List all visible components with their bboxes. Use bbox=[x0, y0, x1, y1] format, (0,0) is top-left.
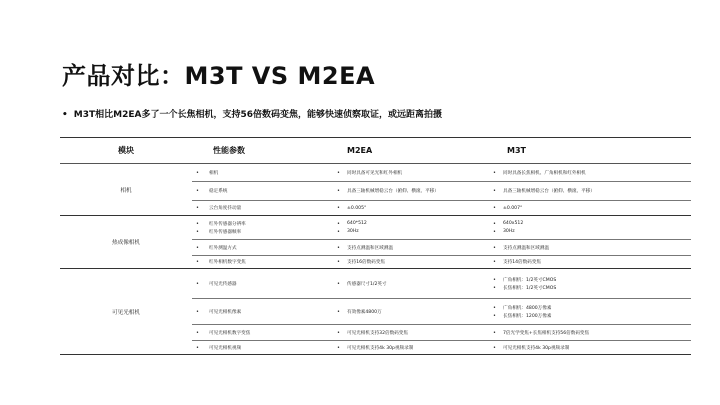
cell-line bbox=[337, 188, 491, 194]
cell-text: 支持14倍数码变焦 bbox=[503, 260, 542, 265]
cell-text: 长焦相机：1200万像素 bbox=[503, 313, 552, 319]
bullet-icon: • bbox=[337, 228, 340, 235]
cell-text: 红外传感器分辨率 bbox=[209, 221, 246, 227]
bullet-icon: • bbox=[493, 284, 496, 291]
module-cell: 可见光相机 bbox=[60, 269, 192, 355]
cell-text: 稳定系统 bbox=[209, 189, 228, 194]
cell-text: 支持16倍数码变焦 bbox=[347, 260, 386, 265]
cell-line bbox=[493, 170, 691, 176]
cell-text: 可见光相机视频 bbox=[209, 345, 242, 351]
cell-text: 可见光传感器 bbox=[209, 281, 237, 287]
bullet-icon: • bbox=[493, 205, 496, 211]
cell-line bbox=[493, 277, 691, 283]
bullet-icon: • bbox=[196, 205, 199, 211]
m2ea-cell bbox=[333, 256, 491, 269]
cell-line bbox=[337, 309, 491, 315]
bullet-icon: • bbox=[493, 169, 496, 176]
cell-line bbox=[196, 170, 333, 176]
bullet-icon: • bbox=[493, 228, 496, 235]
m3t-cell bbox=[491, 325, 691, 341]
m3t-cell bbox=[491, 269, 691, 299]
cell-line bbox=[493, 285, 691, 291]
bullet-icon: • bbox=[337, 259, 340, 265]
cell-line bbox=[337, 281, 491, 287]
param-cell bbox=[192, 182, 333, 201]
m2ea-cell bbox=[333, 341, 491, 355]
param-cell bbox=[192, 299, 333, 325]
bullet-icon: • bbox=[196, 244, 199, 251]
cell-text: 支持点测温和区域测温 bbox=[347, 245, 393, 251]
cell-text: 30Hz bbox=[503, 229, 515, 234]
bullet-icon: • bbox=[196, 280, 199, 287]
cell-line bbox=[196, 205, 333, 211]
bullet-icon: • bbox=[337, 188, 340, 194]
table-body bbox=[60, 164, 691, 355]
m2ea-cell bbox=[333, 299, 491, 325]
bullet-icon: • bbox=[493, 259, 496, 265]
m3t-cell bbox=[491, 164, 691, 182]
bullet-icon: • bbox=[196, 228, 199, 235]
cell-line bbox=[196, 259, 333, 265]
bullet-icon: • bbox=[196, 329, 199, 336]
cell-text: 长焦相机：1/2英寸CMOS bbox=[503, 285, 557, 291]
cell-text: 可见光相机支持4k 30p视频录制 bbox=[347, 345, 414, 351]
module-cell: 相机 bbox=[60, 164, 192, 216]
cell-text: 640x512 bbox=[503, 221, 524, 226]
table-row bbox=[60, 269, 691, 299]
m3t-cell bbox=[491, 216, 691, 240]
cell-text: 具备三轴机械增稳云台（俯仰、横滚、平移） bbox=[347, 189, 439, 194]
m3t-cell bbox=[491, 299, 691, 325]
param-cell bbox=[192, 269, 333, 299]
cell-line bbox=[493, 313, 691, 319]
param-cell bbox=[192, 216, 333, 240]
bullet-icon: • bbox=[196, 308, 199, 315]
table-row bbox=[60, 164, 691, 182]
cell-text: 可见光相机支持4k 30p视频录制 bbox=[503, 345, 570, 351]
bullet-icon: • bbox=[337, 344, 340, 351]
m2ea-cell bbox=[333, 216, 491, 240]
cell-text: 支持点测温和区域测温 bbox=[503, 245, 549, 251]
m3t-cell bbox=[491, 182, 691, 201]
cell-text: 红外传感器帧率 bbox=[209, 229, 242, 235]
m2ea-cell bbox=[333, 201, 491, 216]
cell-line bbox=[493, 330, 691, 336]
cell-text: ±0.005° bbox=[347, 205, 367, 211]
header-m3t: M3T bbox=[491, 138, 691, 164]
bullet-icon: • bbox=[493, 312, 496, 319]
cell-line bbox=[337, 345, 491, 351]
cell-text: 红外测温方式 bbox=[209, 245, 237, 251]
m3t-cell bbox=[491, 201, 691, 216]
cell-line bbox=[493, 259, 691, 265]
bullet-icon: • bbox=[493, 276, 496, 283]
cell-line bbox=[196, 188, 333, 194]
cell-line bbox=[493, 229, 691, 235]
module-cell: 热成像相机 bbox=[60, 216, 192, 269]
cell-text: 广角相机：4800万像素 bbox=[503, 305, 552, 311]
cell-line bbox=[493, 305, 691, 311]
bullet-icon: • bbox=[493, 188, 496, 194]
m2ea-cell bbox=[333, 325, 491, 341]
bullet-icon: • bbox=[493, 220, 496, 227]
param-cell bbox=[192, 341, 333, 355]
m2ea-cell bbox=[333, 182, 491, 201]
m2ea-cell bbox=[333, 269, 491, 299]
header-m2ea: M2EA bbox=[333, 138, 491, 164]
cell-line bbox=[493, 345, 691, 351]
cell-line bbox=[196, 309, 333, 315]
cell-line bbox=[337, 170, 491, 176]
cell-text: 相机 bbox=[209, 170, 219, 176]
cell-line bbox=[493, 205, 691, 211]
bullet-icon: • bbox=[62, 110, 68, 120]
cell-line bbox=[337, 245, 491, 251]
cell-line bbox=[196, 330, 333, 336]
header-param: 性能参数 bbox=[192, 138, 333, 164]
bullet-icon: • bbox=[196, 344, 199, 351]
bullet-icon: • bbox=[196, 259, 199, 265]
bullet-icon: • bbox=[493, 329, 496, 336]
cell-text: 云台角度抖动量 bbox=[209, 206, 242, 211]
table-header-row bbox=[60, 138, 691, 164]
cell-line bbox=[196, 221, 333, 227]
bullet-icon: • bbox=[337, 169, 340, 176]
cell-line bbox=[337, 330, 491, 336]
cell-text: 同时具备可见光和红外相机 bbox=[347, 170, 403, 176]
bullet-icon: • bbox=[493, 244, 496, 251]
bullet-icon: • bbox=[196, 188, 199, 194]
m3t-cell bbox=[491, 256, 691, 269]
slide-title: 产品对比：M3T VS M2EA bbox=[62, 62, 376, 90]
cell-text: 可见光相机数字变焦 bbox=[209, 330, 251, 336]
bullet-icon: • bbox=[196, 220, 199, 227]
cell-line bbox=[337, 229, 491, 235]
cell-line bbox=[196, 281, 333, 287]
cell-text: 具备三轴机械增稳云台（俯仰、横滚、平移） bbox=[503, 189, 595, 194]
cell-text: 可见光相机像素 bbox=[209, 309, 242, 315]
bullet-icon: • bbox=[493, 304, 496, 311]
cell-text: 传感器尺寸1/2英寸 bbox=[347, 281, 387, 287]
comparison-table bbox=[60, 137, 691, 355]
header-module: 模块 bbox=[60, 138, 192, 164]
cell-text: 同时具备长焦相机、广角相机和红外相机 bbox=[503, 170, 586, 176]
bullet-icon: • bbox=[337, 244, 340, 251]
cell-text: 7倍光学变焦+长焦相机支持56倍数码变焦 bbox=[503, 330, 590, 336]
table-row bbox=[60, 216, 691, 240]
bullet-icon: • bbox=[196, 169, 199, 176]
cell-text: 可见光相机支持32倍数码变焦 bbox=[347, 330, 408, 336]
param-cell bbox=[192, 256, 333, 269]
m2ea-cell bbox=[333, 240, 491, 256]
m3t-cell bbox=[491, 341, 691, 355]
cell-text: 广角相机：1/2英寸CMOS bbox=[503, 277, 557, 283]
bullet-icon: • bbox=[337, 280, 340, 287]
param-cell bbox=[192, 240, 333, 256]
bullet-icon: • bbox=[337, 205, 340, 211]
param-cell bbox=[192, 325, 333, 341]
param-cell bbox=[192, 164, 333, 182]
cell-text: 640*512 bbox=[347, 221, 367, 226]
cell-line bbox=[196, 229, 333, 235]
cell-text: 30Hz bbox=[347, 229, 359, 234]
slide-subtitle bbox=[62, 107, 442, 120]
bullet-icon: • bbox=[493, 344, 496, 351]
cell-line bbox=[196, 345, 333, 351]
cell-text: 有效像素4800万 bbox=[347, 309, 382, 315]
bullet-icon: • bbox=[337, 308, 340, 315]
cell-line bbox=[196, 245, 333, 251]
subtitle-text: M3T相比M2EA多了一个长焦相机，支持56倍数码变焦，能够快速侦察取证，或远距离拍摄 bbox=[73, 110, 442, 120]
cell-line bbox=[493, 245, 691, 251]
cell-line bbox=[493, 188, 691, 194]
cell-text: 红外相机数字变焦 bbox=[209, 260, 246, 265]
cell-line bbox=[337, 259, 491, 265]
param-cell bbox=[192, 201, 333, 216]
cell-line bbox=[493, 221, 691, 227]
bullet-icon: • bbox=[337, 220, 340, 227]
m2ea-cell bbox=[333, 164, 491, 182]
cell-text: ±0.007° bbox=[503, 205, 523, 211]
cell-line bbox=[337, 221, 491, 227]
bullet-icon: • bbox=[337, 329, 340, 336]
cell-line bbox=[337, 205, 491, 211]
m3t-cell bbox=[491, 240, 691, 256]
